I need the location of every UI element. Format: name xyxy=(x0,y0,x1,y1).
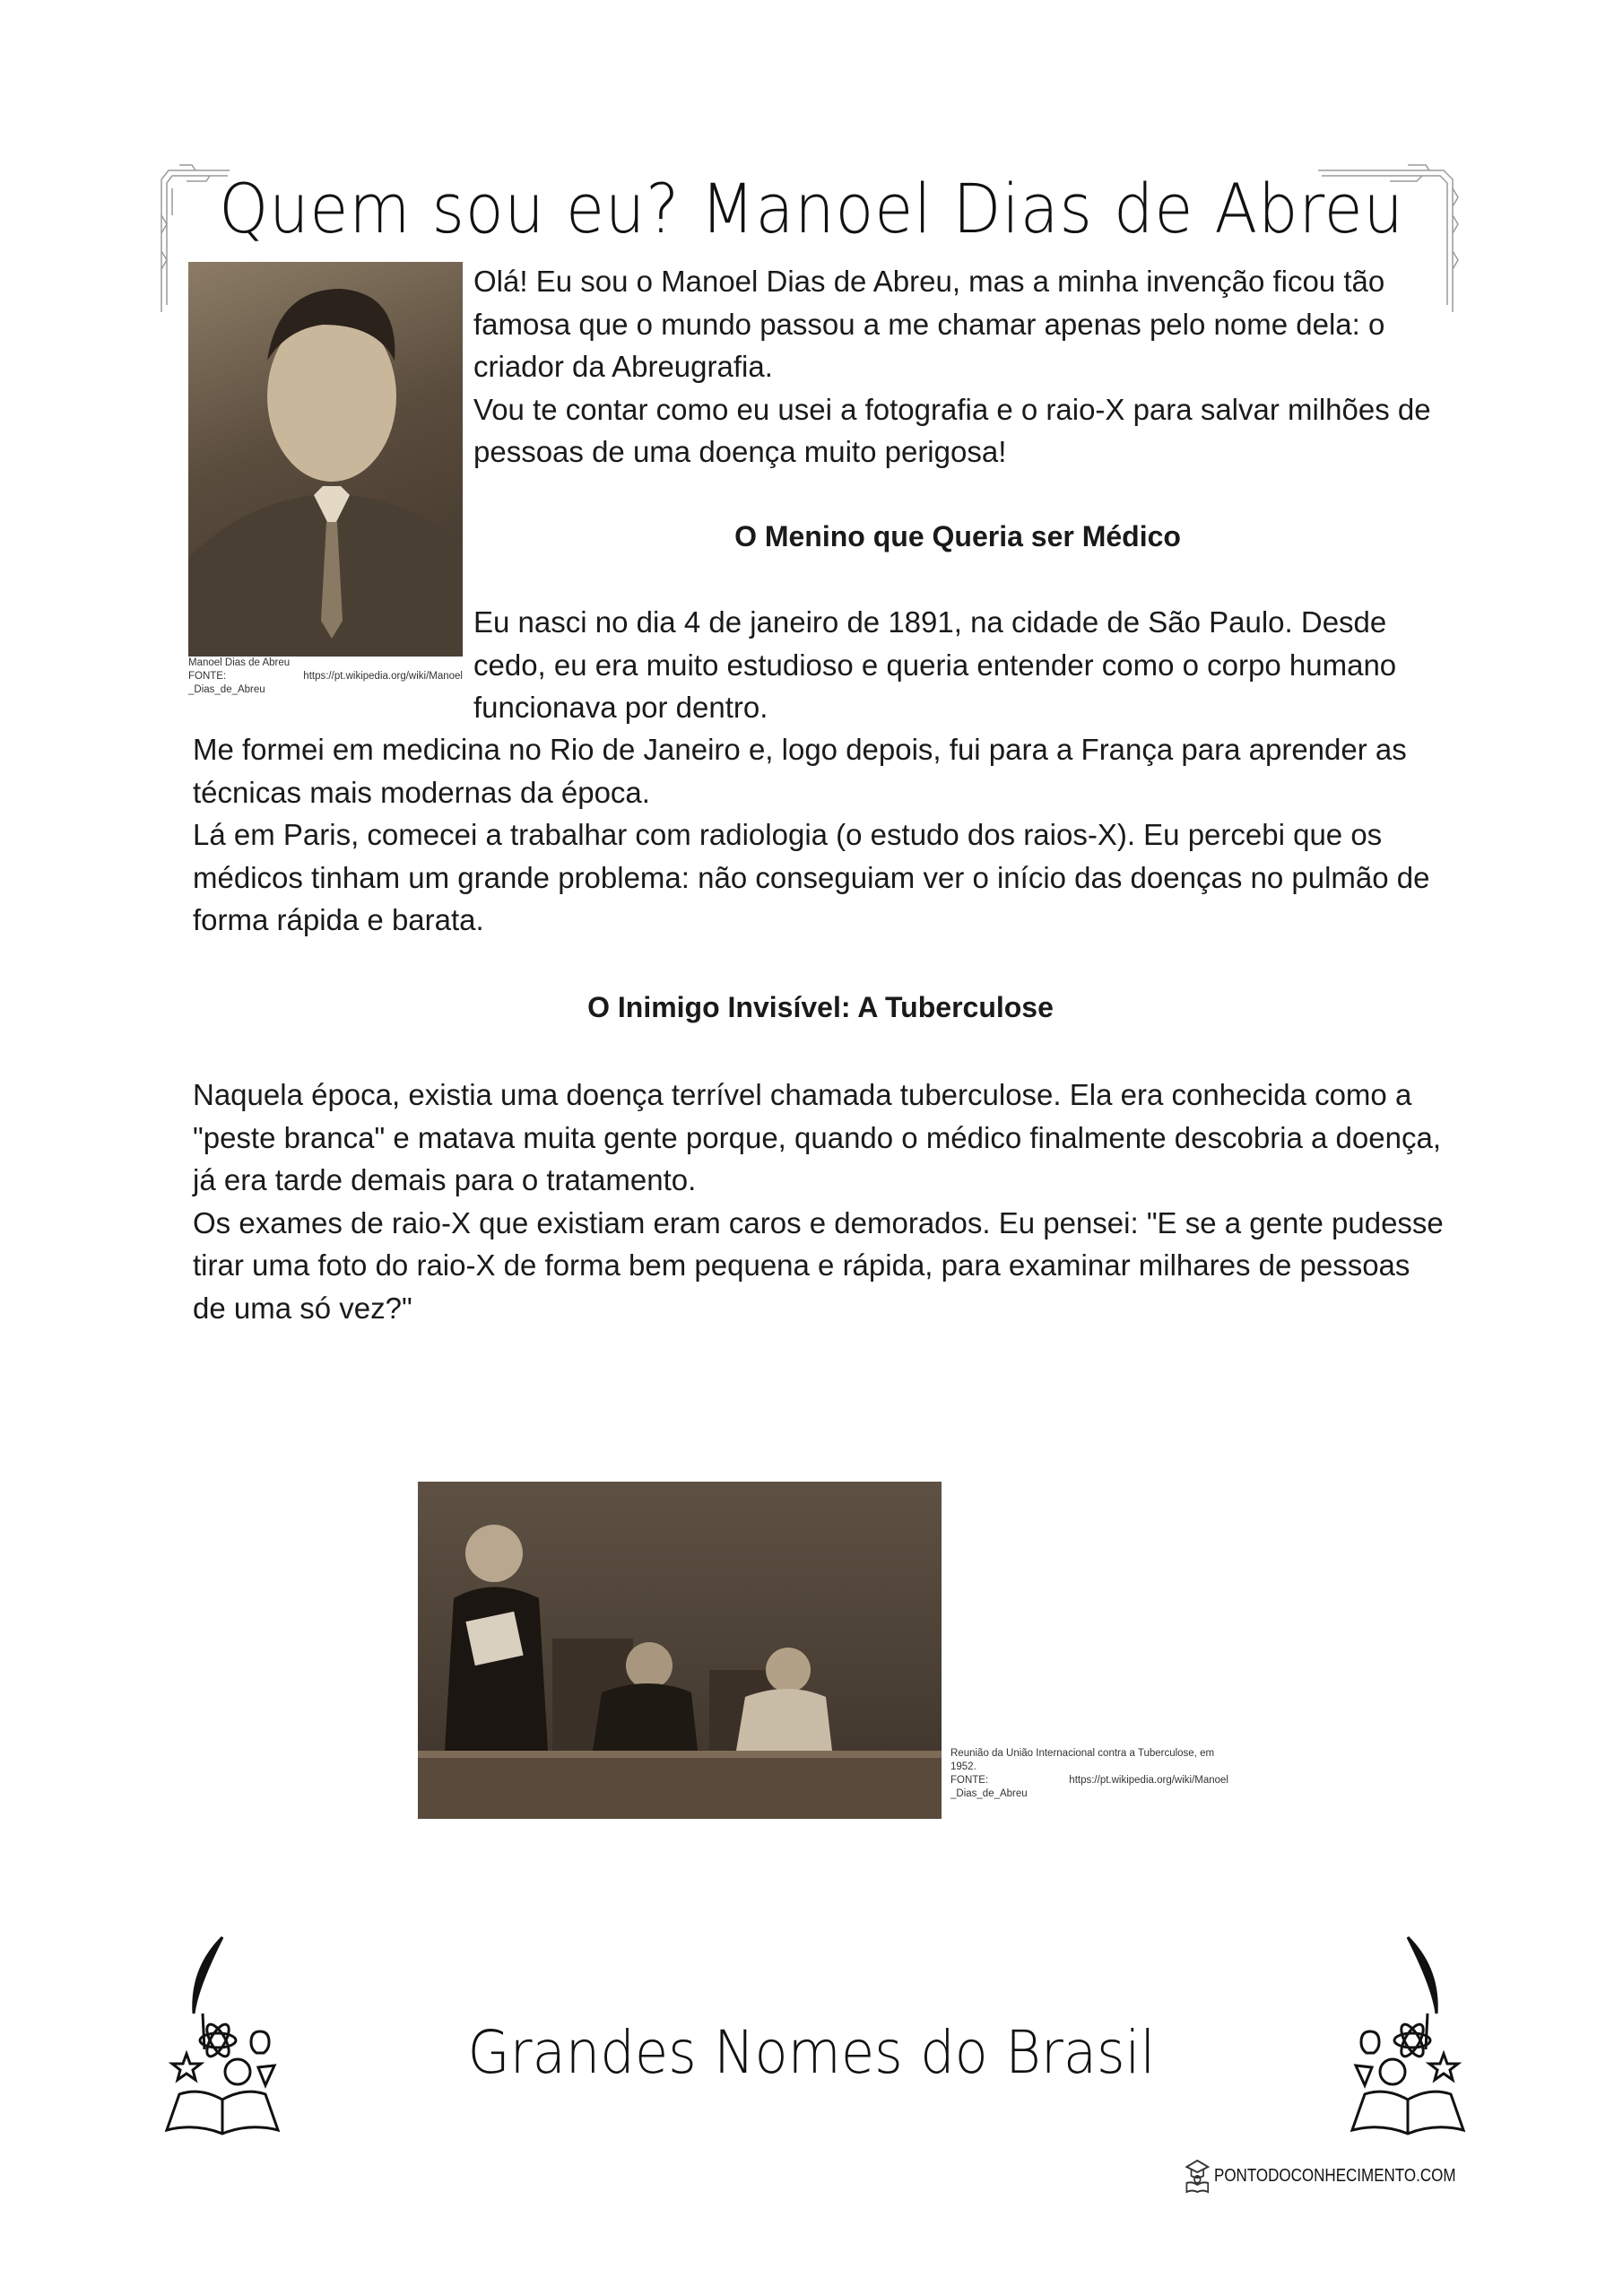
portrait-caption xyxy=(188,657,463,697)
portrait-photo xyxy=(188,262,463,657)
section-1-paragraph-3: Lá em Paris, comecei a trabalhar com radiologia (o estudo dos raios-X). Eu percebi que os médicos tinham um grande problema: não conseguiam ver o início das doenças no pulmão de forma rápida e barata. xyxy=(193,818,1430,936)
footer-title: Grandes Nomes do Brasil xyxy=(467,2018,1156,2087)
meeting-scene-icon xyxy=(418,1482,942,1819)
intro-block xyxy=(473,260,1442,474)
brand-text: PONTODOCONHECIMENTO.COM xyxy=(1214,2165,1456,2186)
section-2-paragraph-1: Naquela época, existia uma doença terrível chamada tuberculose. Ela era conhecida como a "peste branca" e matava muita gente porque, quando o médico finalmente descobria a doença, já era tarde demais para o tratamento. xyxy=(193,1078,1441,1196)
intro-paragraph-1: Olá! Eu sou o Manoel Dias de Abreu, mas a minha invenção ficou tão famosa que o mundo passou a me chamar apenas pelo nome dela: o criador da Abreugrafia. xyxy=(473,265,1385,383)
portrait-caption-url[interactable]: https://pt.wikipedia.org/wiki/Manoel xyxy=(303,671,463,682)
page-title: Quem sou eu? Manoel Dias de Abreu xyxy=(219,169,1404,248)
portrait-figure-icon xyxy=(188,262,463,657)
section-1-block xyxy=(193,728,1448,942)
section-2-block xyxy=(193,1074,1448,1329)
portrait-caption-source-label: FONTE: xyxy=(188,671,227,682)
portrait-caption-url-cont: _Dias_de_Abreu xyxy=(188,684,265,695)
section-1-paragraph-2: Me formei em medicina no Rio de Janeiro e, logo depois, fui para a França para aprender as técnicas mais modernas da época. xyxy=(193,733,1407,809)
meeting-caption-line-1: Reunião da União Internacional contra a Tuberculose, em 1952. xyxy=(950,1748,1215,1772)
intro-paragraph-2: Vou te contar como eu usei a fotografia e o raio-X para salvar milhões de pessoas de uma doença muito perigosa! xyxy=(473,392,1431,468)
brand-logo[interactable] xyxy=(1184,2158,1456,2194)
section-2-heading: O Inimigo Invisível: A Tuberculose xyxy=(587,991,1054,1023)
section-2-paragraph-2: Os exames de raio-X que existiam eram caros e demorados. Eu pensei: "E se a gente pudesse tirar uma foto do raio-X de forma bem pequena e rápida, para examinar milhares de pessoas de uma só vez?" xyxy=(193,1205,1444,1325)
meeting-caption-url-cont: _Dias_de_Abreu xyxy=(950,1788,1028,1799)
portrait-caption-name: Manoel Dias de Abreu xyxy=(188,657,291,668)
meeting-caption-source-label: FONTE: xyxy=(950,1775,989,1786)
meeting-caption-url[interactable]: https://pt.wikipedia.org/wiki/Manoel xyxy=(1069,1775,1228,1786)
section-1-paragraph-1: Eu nasci no dia 4 de janeiro de 1891, na cidade de São Paulo. Desde cedo, eu era muito estudioso e queria entender como o corpo humano funcionava por dentro. xyxy=(473,605,1397,724)
meeting-photo xyxy=(418,1482,942,1819)
section-1-heading: O Menino que Queria ser Médico xyxy=(734,520,1181,552)
graduate-book-icon xyxy=(1184,2158,1211,2194)
meeting-caption xyxy=(950,1747,1228,1801)
